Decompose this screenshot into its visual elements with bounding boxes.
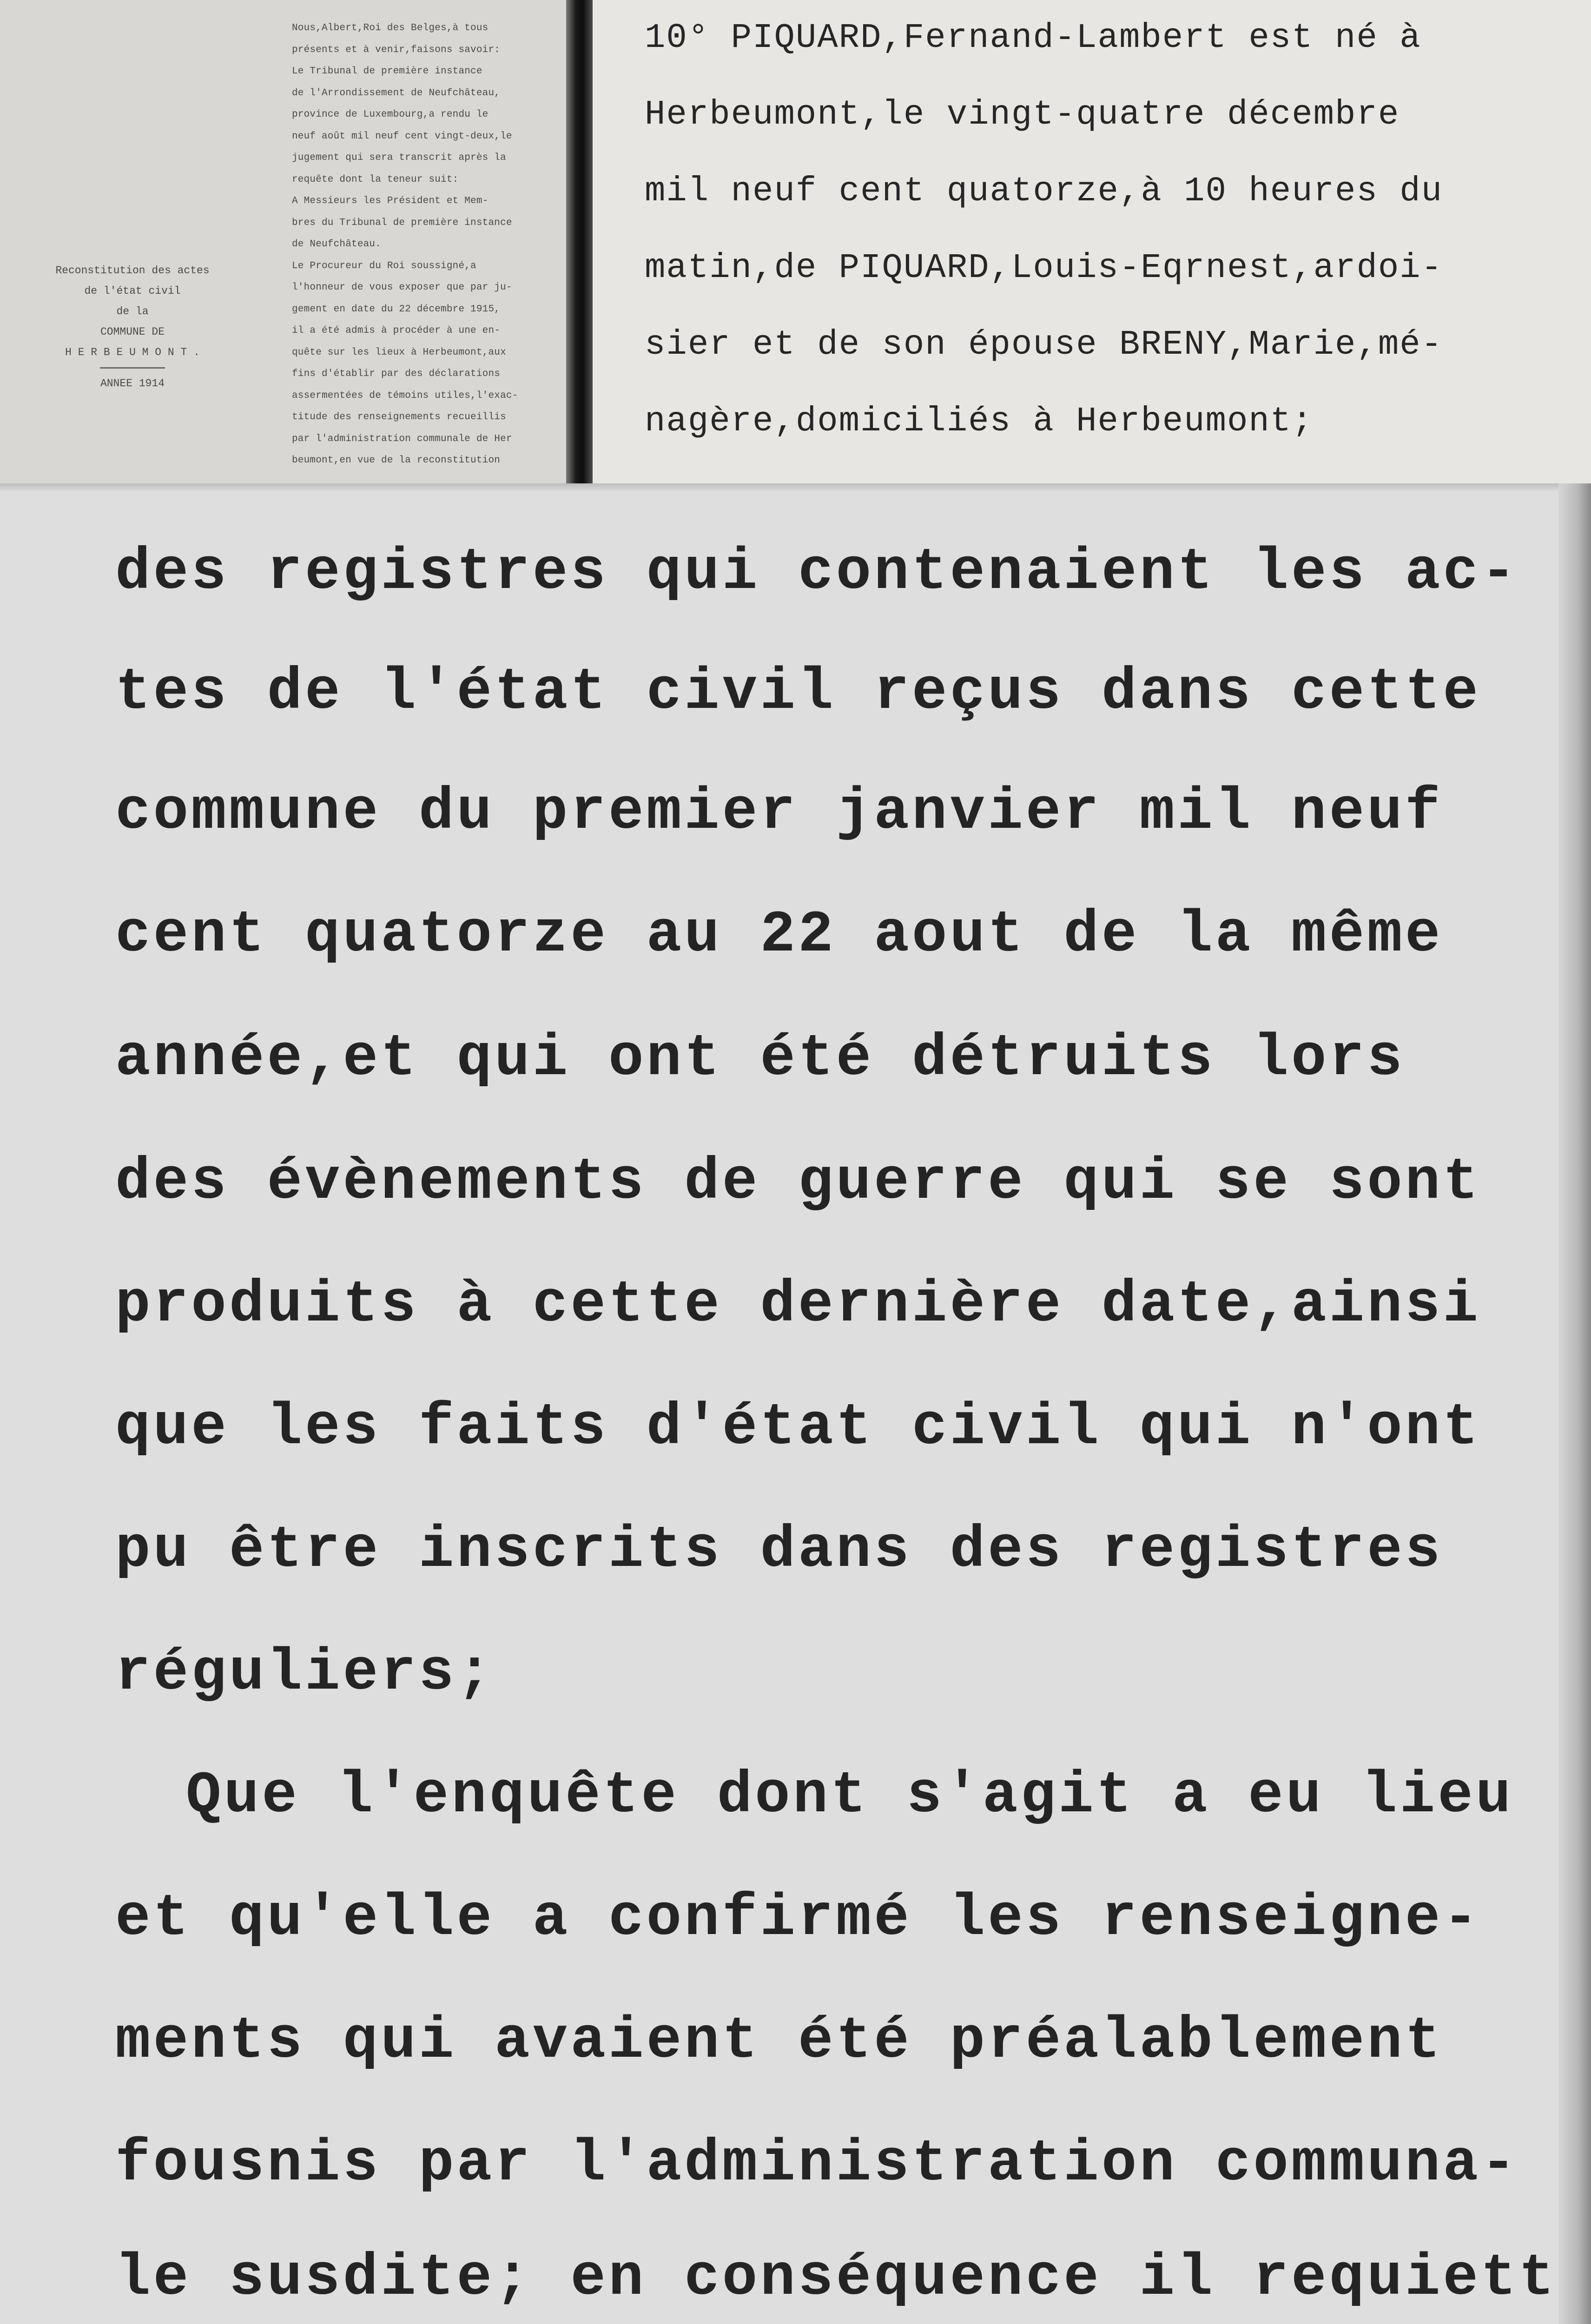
text-line: matin,de PIQUARD,Louis-Eqrnest,ardoi- [645,249,1443,288]
margin-rule [100,367,165,369]
text-line: réguliers; [115,1640,495,1706]
text-line: fousnis par l'administration communa- [115,2131,1519,2197]
text-line: assermentées de témoins utiles,l'exac- [292,390,518,401]
page-edge-shadow [1558,483,1591,2324]
margin-note-line: H E R B E U M O N T . [65,346,200,358]
margin-note-line: Reconstitution des actes [55,264,210,277]
text-line: jugement qui sera transcrit après la [292,152,506,163]
text-line: 10° PIQUARD,Fernand-Lambert est né à [645,19,1421,58]
text-line: fins d'établir par des déclarations [292,369,501,379]
text-line: et qu'elle a confirmé les renseigne- [115,1885,1481,1952]
margin-note-line: de la [116,305,149,317]
text-line: mil neuf cent quatorze,à 10 heures du [645,172,1443,211]
margin-note-line: de l'état civil [84,285,181,297]
text-line: des registres qui contenaient les ac- [115,539,1519,606]
text-line: gement en date du 22 décembre 1915, [292,304,501,315]
text-line: des évènements de guerre qui se sont [115,1149,1481,1215]
text-line: ments qui avaient été préalablement [115,2008,1443,2074]
text-line: de l'Arrondissement de Neufchâteau, [292,87,501,99]
text-line: tes de l'état civil reçus dans cette [115,659,1481,726]
text-line: neuf août mil neuf cent vingt-deux,le [292,131,512,142]
text-line: produits à cette dernière date,ainsi [115,1272,1481,1338]
book-binding [566,0,594,483]
text-line: année,et qui ont été détruits lors [115,1025,1405,1092]
text-line: il a été admis à procéder à une en- [292,325,501,336]
text-line: Le Procureur du Roi soussigné,a [292,260,476,271]
text-line: requête dont la teneur suit: [292,174,459,185]
top-strip [0,0,1591,483]
right-page-scan [593,0,1591,483]
text-line: l'honneur de vous exposer que par ju- [292,282,512,293]
text-line: Que l'enquête dont s'agit a eu lieu [186,1763,1514,1829]
text-line: quête sur les lieux à Herbeumont,aux [292,347,506,358]
main-page-scan [0,483,1591,2324]
text-line: Nous,Albert,Roi des Belges,à tous [292,23,489,33]
margin-note-line: ANNEE 1914 [100,377,165,390]
text-line: pu être inscrits dans des registres [115,1517,1443,1584]
margin-note [33,260,232,394]
page-edge-shadow [0,483,1591,492]
left-page-scan [0,0,587,483]
text-line: titude des renseignements recueillis [292,412,506,423]
text-line: province de Luxembourg,a rendu le [292,109,489,120]
text-line: nagère,domiciliés à Herbeumont; [645,402,1314,441]
text-line: de Neufchâteau. [292,239,382,250]
text-line: A Messieurs les Président et Mem- [292,196,489,206]
text-line: bres du Tribunal de première instance [292,217,512,228]
text-line: par l'administration communale de Her [292,433,512,444]
text-line: commune du premier janvier mil neuf [115,779,1443,845]
margin-note-line: COMMUNE DE [100,326,165,338]
text-line: le susdite; en conséquence il requiett [115,2245,1557,2311]
text-line: cent quatorze au 22 aout de la même [115,902,1443,968]
text-line: que les faits d'état civil qui n'ont [115,1394,1481,1461]
text-line: présents et à venir,faisons savoir: [292,44,501,55]
text-line: Herbeumont,le vingt-quatre décembre [645,95,1400,134]
text-line: Le Tribunal de première instance [292,66,482,77]
left-page-text-column [292,18,561,472]
text-line: sier et de son épouse BRENY,Marie,mé- [645,325,1443,364]
text-line: beumont,en vue de la reconstitution [292,455,501,466]
